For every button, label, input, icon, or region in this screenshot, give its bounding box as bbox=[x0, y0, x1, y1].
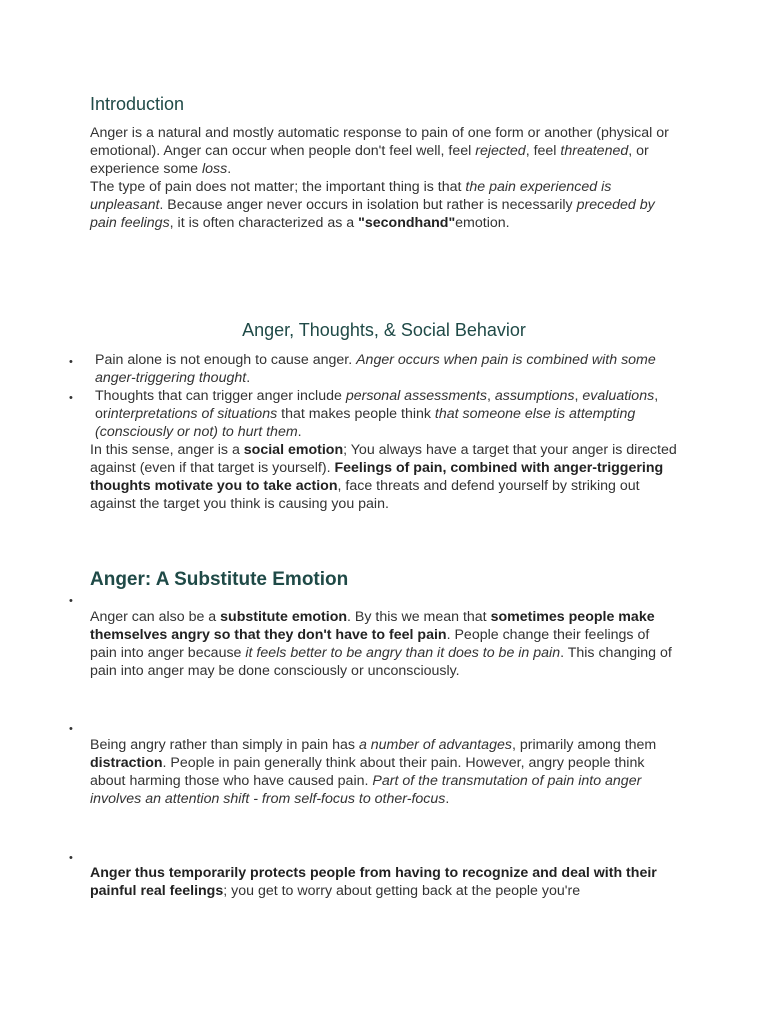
bullet-icon: • bbox=[69, 723, 73, 735]
section-heading-social-behavior: Anger, Thoughts, & Social Behavior bbox=[242, 320, 526, 340]
intro-paragraph: Anger is a natural and mostly automatic response to pain of one form or another (physical or emotional). Anger can occur when people don't feel well, feel rejected, feel threatened, or experience some loss. The type of pain does not matter; the important thing is that the pain experienced is unpleasant. Because anger never occurs in isolation but rather is necessarily preceded by pain feelings, it is often characterized as a "secondhand"emotion. bbox=[90, 125, 669, 231]
substitute-item-3: Anger thus temporarily protects people from having to recognize and deal with their painful real feelings; you get to worry about getting back at the people you're bbox=[90, 865, 657, 899]
bullet-icon: • bbox=[69, 356, 73, 368]
bullet-icon: • bbox=[69, 852, 73, 864]
substitute-item-1: Anger can also be a substitute emotion. By this we mean that sometimes people make themselves angry so that they don't have to feel pain. People change their feelings of pain into anger because it feels better to be angry than it does to be in pain. This changing of pain into anger may be done consciously or unconsciously. bbox=[90, 609, 672, 679]
bullet-icon: • bbox=[69, 595, 73, 607]
substitute-item-2: Being angry rather than simply in pain has a number of advantages, primarily among them distraction. People in pain generally think about their pain. However, angry people think about harming those who have caused pain. Part of the transmutation of pain into anger involves an attention shift - from self-focus to other-focus. bbox=[90, 737, 657, 807]
list-item: Pain alone is not enough to cause anger. Anger occurs when pain is combined with some anger-triggering thought. bbox=[95, 352, 656, 386]
list-item: Thoughts that can trigger anger include personal assessments, assumptions, evaluations, orinterpretations of situations that makes people think that someone else is attempting (consciously or not) to hurt them. bbox=[95, 388, 659, 440]
social-paragraph: In this sense, anger is a social emotion; You always have a target that your anger is directed against (even if that target is yourself). Feelings of pain, combined with anger-triggering thoughts motivate you to take action, face threats and defend yourself by striking out against the target you think is causing you pain. bbox=[90, 442, 677, 512]
section-heading-introduction: Introduction bbox=[90, 94, 185, 114]
section-heading-substitute-emotion: Anger: A Substitute Emotion bbox=[90, 569, 349, 590]
bullet-icon: • bbox=[69, 392, 73, 404]
